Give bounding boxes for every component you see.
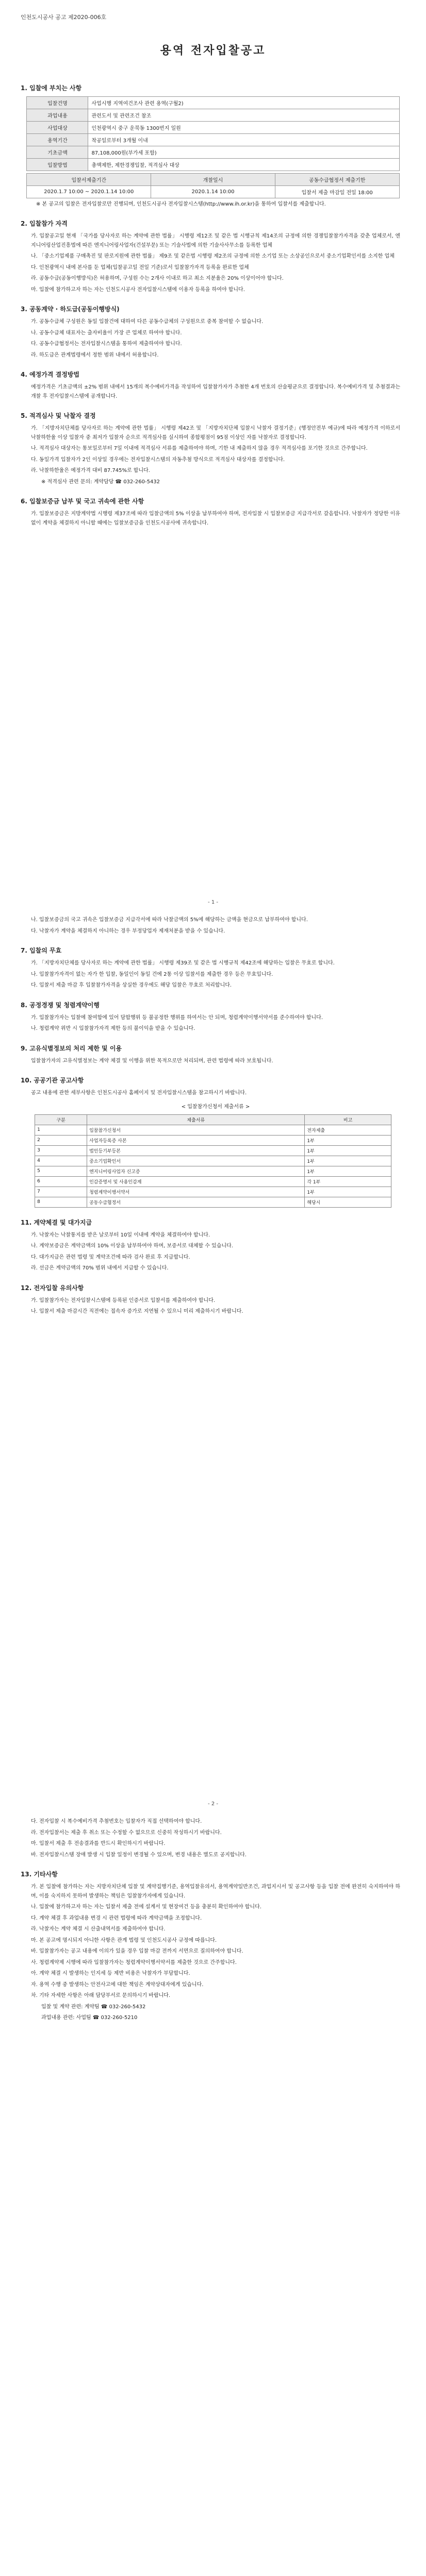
section-1-note: ※ 본 공고의 입찰은 전자입찰로만 진행되며, 인천도시공사 전자입찰시스템(http://www.ih.or.kr)을 통하여 입찰서를 제출합니다. [36, 201, 326, 207]
list-item: 라. 낙찰자는 계약 체결 시 산출내역서를 제출하여야 합니다. [31, 1926, 166, 1932]
table-cell: 전자제출 [305, 1125, 391, 1135]
document-page-1 [10, 13, 416, 909]
list-item: 마. 입찰에 참가하고자 하는 자는 인천도시공사 전자입찰시스템에 이용자 등록을 하여야 합니다. [31, 286, 245, 293]
table-row [35, 1176, 391, 1187]
table-cell: 3 [35, 1145, 87, 1156]
contact-note: ※ 적격심사 관련 문의: 계약담당 ☎ 032-260-5432 [41, 479, 160, 485]
list-item: 다. 입찰서 제출 마감 후 입찰참가자격을 상실한 경우에도 해당 입찰은 무효로 처리합니다. [31, 982, 232, 988]
section-9-text: 입찰참가자의 고유식별정보는 계약 체결 및 이행을 위한 목적으로만 처리되며, 관련 법령에 따라 보호됩니다. [31, 1058, 273, 1064]
list-item: 아. 계약 체결 시 발생하는 인지세 등 제반 비용은 낙찰자가 부담합니다. [31, 1971, 190, 1976]
list-item: 가. 본 입찰에 참가하는 자는 지방자치단체 입찰 및 계약집행기준, 용역입찰유의서, 용역계약일반조건, 과업지시서 및 공고사항 등을 입찰 전에 완전히 숙지하여야 하며, 이를 숙지하지 못하여 발생하는 책임은 입찰참가자에게 있습니다. [31, 1884, 400, 1899]
table-cell: 공동수급협정서 [87, 1197, 305, 1207]
list-item: 가. 「지방자치단체를 당사자로 하는 계약에 관한 법률」 시행령 제42조 및 「지방자치단체 입찰시 낙찰자 결정기준」(행정안전부 예규)에 따라 예정가격 이하로서 낙찰하한율 이상 입찰자 중 최저가 입찰자 순으로 적격심사를 실시하여 종합평점이 95점 이상인 자를 낙찰자로 결정합니다. [31, 426, 400, 440]
list-item: 다. 계약 체결 후 과업내용 변경 시 관련 법령에 따라 계약금액을 조정합니다. [31, 1915, 202, 1921]
table-header-row [35, 1114, 391, 1125]
row-label: 입찰건명 [27, 97, 88, 109]
row-value: 관련도서 및 관련조건 참조 [88, 109, 399, 122]
column-header: 개찰일시 [151, 174, 275, 186]
list-item: 나. 입찰참가자격이 없는 자가 한 입찰, 동일인이 동일 건에 2통 이상 입찰서를 제출한 경우 등은 무효입니다. [31, 971, 273, 977]
table-cell: 각 1부 [305, 1176, 391, 1187]
table-row [27, 97, 399, 109]
table-row [27, 146, 399, 159]
section-4-text: 예정가격은 기초금액의 ±2% 범위 내에서 15개의 복수예비가격을 작성하여 입찰참가자가 추첨한 4개 번호의 산술평균으로 결정합니다. 복수예비가격 및 추첨결과는 개찰 후 전자입찰시스템에 공개합니다. [31, 384, 400, 399]
table-row [35, 1156, 391, 1166]
table-cell: 해당시 [305, 1197, 391, 1207]
list-item: 라. 하도급은 관계법령에서 정한 범위 내에서 허용합니다. [31, 352, 159, 358]
section-10-text: 공고 내용에 관한 세부사항은 인천도시공사 홈페이지 및 전자입찰시스템을 참고하시기 바랍니다. [31, 1090, 247, 1096]
section-3-heading: 3. 공동계약 · 하도급(공동이행방식) [21, 306, 120, 313]
row-label: 용역기간 [27, 134, 88, 146]
table-row [35, 1145, 391, 1156]
row-label: 사업대상 [27, 122, 88, 134]
section-7-heading: 7. 입찰의 무효 [21, 947, 62, 954]
section-5-heading: 5. 적격심사 및 낙찰자 결정 [21, 412, 96, 419]
table-cell: 사업자등록증 사본 [87, 1135, 305, 1145]
table-cell: 2020.1.7 10:00 ~ 2020.1.14 10:00 [27, 186, 151, 198]
list-item: 가. 「지방자치단체를 당사자로 하는 계약에 관한 법률」 시행령 제39조 및 같은 법 시행규칙 제42조에 해당하는 입찰은 무효로 합니다. [31, 960, 335, 966]
row-label: 기초금액 [27, 146, 88, 159]
row-value: 사업시행 지역여건조사 관련 용역(구월2) [88, 97, 399, 109]
list-item: 바. 입찰참가자는 공고 내용에 이의가 있을 경우 입찰 마감 전까지 서면으로 질의하여야 합니다. [31, 1948, 243, 1954]
table-cell: 1부 [305, 1135, 391, 1145]
table-cell: 6 [35, 1176, 87, 1187]
list-item: 다. 낙찰자가 계약을 체결하지 아니하는 경우 부정당업자 제재처분을 받을 수 있습니다. [31, 928, 225, 934]
table-cell: 2 [35, 1135, 87, 1145]
documents-table [35, 1114, 391, 1208]
table-row [27, 122, 399, 134]
table-row [35, 1187, 391, 1197]
list-item: 나. 계약보증금은 계약금액의 10% 이상을 납부하여야 하며, 보증서로 대체할 수 있습니다. [31, 1243, 233, 1249]
list-item: 나. 적격심사 대상자는 통보일로부터 7일 이내에 적격심사 서류를 제출하여야 하며, 기한 내 제출하지 않을 경우 적격심사를 포기한 것으로 간주합니다. [31, 446, 368, 451]
list-item: 다. 공동수급협정서는 전자입찰시스템을 통하여 제출하여야 합니다. [31, 341, 182, 347]
page-number: - 1 - [208, 900, 218, 905]
table-cell: 2020.1.14 10:00 [151, 186, 275, 198]
section-6-heading: 6. 입찰보증금 납부 및 국고 귀속에 관한 사항 [21, 498, 144, 505]
list-item: 가. 입찰참가자는 입찰에 참여함에 있어 담합행위 등 불공정한 행위를 하여서는 안 되며, 청렴계약이행서약서를 준수하여야 합니다. [31, 1014, 323, 1021]
table-cell: 법인등기부등본 [87, 1145, 305, 1156]
list-item: 차. 기타 자세한 사항은 아래 담당부서로 문의하시기 바랍니다. [31, 1993, 171, 1998]
section-13-heading: 13. 기타사항 [21, 1871, 58, 1878]
table-row [27, 186, 399, 198]
table-cell: 7 [35, 1187, 87, 1197]
notice-number: 인천도시공사 공고 제2020-006호 [21, 14, 107, 21]
page-number: - 2 - [208, 1801, 218, 1807]
list-item: 자. 용역 수행 중 발생하는 안전사고에 대한 책임은 계약상대자에게 있습니다. [31, 1981, 204, 1988]
table-header-row [27, 174, 399, 186]
list-item: 라. 낙찰하한율은 예정가격 대비 87.745%로 합니다. [31, 468, 150, 473]
table-cell: 1부 [305, 1187, 391, 1197]
list-item: 다. 동일가격 입찰자가 2인 이상일 경우에는 전자입찰시스템의 자동추첨 방식으로 적격심사 대상자를 결정합니다. [31, 456, 285, 463]
page-title: 용역 전자입찰공고 [160, 44, 266, 57]
table-cell: 인감증명서 및 사용인감계 [87, 1176, 305, 1187]
column-header: 비고 [305, 1114, 391, 1125]
list-item: 다. 대가지급은 관련 법령 및 계약조건에 따라 검사 완료 후 지급합니다. [31, 1254, 190, 1260]
table-cell: 5 [35, 1166, 87, 1176]
section-1-heading: 1. 입찰에 부치는 사항 [21, 84, 82, 92]
section-10-heading: 10. 공공기관 공고사항 [21, 1077, 84, 1084]
list-item: 마. 입찰서 제출 후 전송결과를 반드시 확인하시기 바랍니다. [31, 1841, 166, 1846]
table-row [35, 1197, 391, 1207]
table-cell: 청렴계약이행서약서 [87, 1187, 305, 1197]
list-item: 라. 선금은 계약금액의 70% 범위 내에서 지급할 수 있습니다. [31, 1265, 169, 1271]
table-row [27, 159, 399, 171]
row-value: 총액제한, 제한경쟁입찰, 적격심사 대상 [88, 159, 399, 171]
list-item: 나. 공동수급체 대표자는 출자비율이 가장 큰 업체로 하여야 합니다. [31, 330, 182, 336]
row-value: 87,108,000원(부가세 포함) [88, 146, 399, 159]
document-page-2 [10, 914, 416, 1811]
table-cell: 엔지니어링사업자 신고증 [87, 1166, 305, 1176]
table-row [35, 1135, 391, 1145]
list-item: 다. 전자입찰 시 복수예비가격 추첨번호는 입찰자가 직접 선택하여야 합니다. [31, 1819, 202, 1824]
list-item: 나. 입찰에 참가하고자 하는 자는 입찰서 제출 전에 설계서 및 현장여건 등을 충분히 확인하여야 합니다. [31, 1904, 261, 1910]
row-label: 과업내용 [27, 109, 88, 122]
table-cell: 입찰참가신청서 [87, 1125, 305, 1135]
row-value: 인천광역시 중구 운북동 1300번지 일원 [88, 122, 399, 134]
schedule-table [26, 173, 399, 198]
list-item: 나. 입찰서 제출 마감시간 직전에는 접속자 증가로 지연될 수 있으니 미리 제출하시기 바랍니다. [31, 1309, 243, 1314]
table-cell: 1 [35, 1125, 87, 1135]
document-page-3 [10, 1816, 416, 2576]
section-8-heading: 8. 공정경쟁 및 청렴계약이행 [21, 1001, 100, 1009]
table-cell: 1부 [305, 1166, 391, 1176]
table-cell: 4 [35, 1156, 87, 1166]
contact-line: 입찰 및 계약 관련: 계약팀 ☎ 032-260-5432 [41, 2004, 146, 2010]
section-4-heading: 4. 예정가격 결정방법 [21, 371, 80, 378]
list-item: 라. 전자입찰서는 제출 후 취소 또는 수정할 수 없으므로 신중히 작성하시기 바랍니다. [31, 1829, 222, 1836]
bid-info-table [26, 96, 399, 171]
section-12-heading: 12. 전자입찰 유의사항 [21, 1284, 84, 1292]
row-value: 착공일로부터 3개월 이내 [88, 134, 399, 146]
column-header: 입찰서제출기간 [27, 174, 151, 186]
list-item: 나. 「중소기업제품 구매촉진 및 판로지원에 관한 법률」 제9조 및 같은법 시행령 제2조의 규정에 의한 소기업 또는 소상공인으로서 중소기업확인서를 소지한 업체 [31, 253, 395, 259]
table-row [35, 1125, 391, 1135]
list-item: 사. 청렴계약제 시행에 따라 입찰참가자는 청렴계약이행서약서를 제출한 것으로 간주합니다. [31, 1959, 237, 1965]
contact-line: 과업내용 관련: 사업팀 ☎ 032-260-5210 [41, 2015, 138, 2021]
table-cell: 8 [35, 1197, 87, 1207]
table-row [35, 1166, 391, 1176]
list-item: 가. 공동수급체 구성원은 동일 입찰건에 대하여 다른 공동수급체의 구성원으로 중복 참여할 수 없습니다. [31, 319, 264, 325]
column-header: 제출서류 [87, 1114, 305, 1125]
section-2-heading: 2. 입찰참가 자격 [21, 220, 68, 227]
table-cell: 1부 [305, 1156, 391, 1166]
table-row [27, 134, 399, 146]
section-11-heading: 11. 계약체결 및 대가지급 [21, 1218, 92, 1226]
table-row [27, 109, 399, 122]
table-cell: 1부 [305, 1145, 391, 1156]
list-item: 다. 인천광역시 내에 본사를 둔 업체(입찰공고일 전일 기준)로서 입찰참가자격 등록을 완료한 업체 [31, 264, 249, 270]
table-cell: 입찰서 제출 마감일 전일 18:00 [275, 186, 399, 198]
table-cell: 중소기업확인서 [87, 1156, 305, 1166]
list-item: 나. 입찰보증금의 국고 귀속은 입찰보증금 지급각서에 따라 낙찰금액의 5%에 해당하는 금액을 현금으로 납부하여야 합니다. [31, 917, 308, 923]
list-item: 가. 입찰공고일 현재 「국가를 당사자로 하는 계약에 관한 법률」 시행령 제12조 및 같은 법 시행규칙 제14조의 규정에 의한 경쟁입찰참가자격을 갖춘 업체로서, 엔지니어링산업진흥법에 따른 엔지니어링사업자(건설부문) 또는 기술사법에 의한 기술사사무소를 등록한 업체 [31, 233, 400, 248]
list-item: 가. 입찰참가자는 전자입찰시스템에 등록된 인증서로 입찰서를 제출하여야 합니다. [31, 1297, 216, 1303]
list-item: 바. 전자입찰시스템 장애 발생 시 입찰 일정이 변경될 수 있으며, 변경 내용은 별도로 공지합니다. [31, 1852, 247, 1858]
column-header: 구분 [35, 1114, 87, 1125]
list-item: 나. 청렴계약 위반 시 입찰참가자격 제한 등의 불이익을 받을 수 있습니다. [31, 1026, 195, 1031]
column-header: 공동수급협정서 제출기한 [275, 174, 399, 186]
row-label: 입찰방법 [27, 159, 88, 171]
section-9-heading: 9. 고유식별정보의 처리 제한 및 이용 [21, 1044, 122, 1052]
form-title: < 입찰참가신청서 제출서류 > [181, 1104, 250, 1110]
list-item: 마. 본 공고에 명시되지 아니한 사항은 관계 법령 및 인천도시공사 규정에 따릅니다. [31, 1937, 217, 1943]
section-6-text: 가. 입찰보증금은 지방계약법 시행령 제37조에 따라 입찰금액의 5% 이상을 납부하여야 하며, 전자입찰 시 입찰보증금 지급각서로 갈음합니다. 낙찰자가 정당한 이유 없이 계약을 체결하지 아니할 때에는 입찰보증금을 인천도시공사에 귀속합니다. [31, 511, 400, 526]
list-item: 가. 낙찰자는 낙찰통지를 받은 날로부터 10일 이내에 계약을 체결하여야 합니다. [31, 1232, 210, 1238]
list-item: 라. 공동수급(공동이행방식)은 허용하며, 구성원 수는 2개사 이내로 하고 최소 지분율은 20% 이상이어야 합니다. [31, 276, 284, 281]
